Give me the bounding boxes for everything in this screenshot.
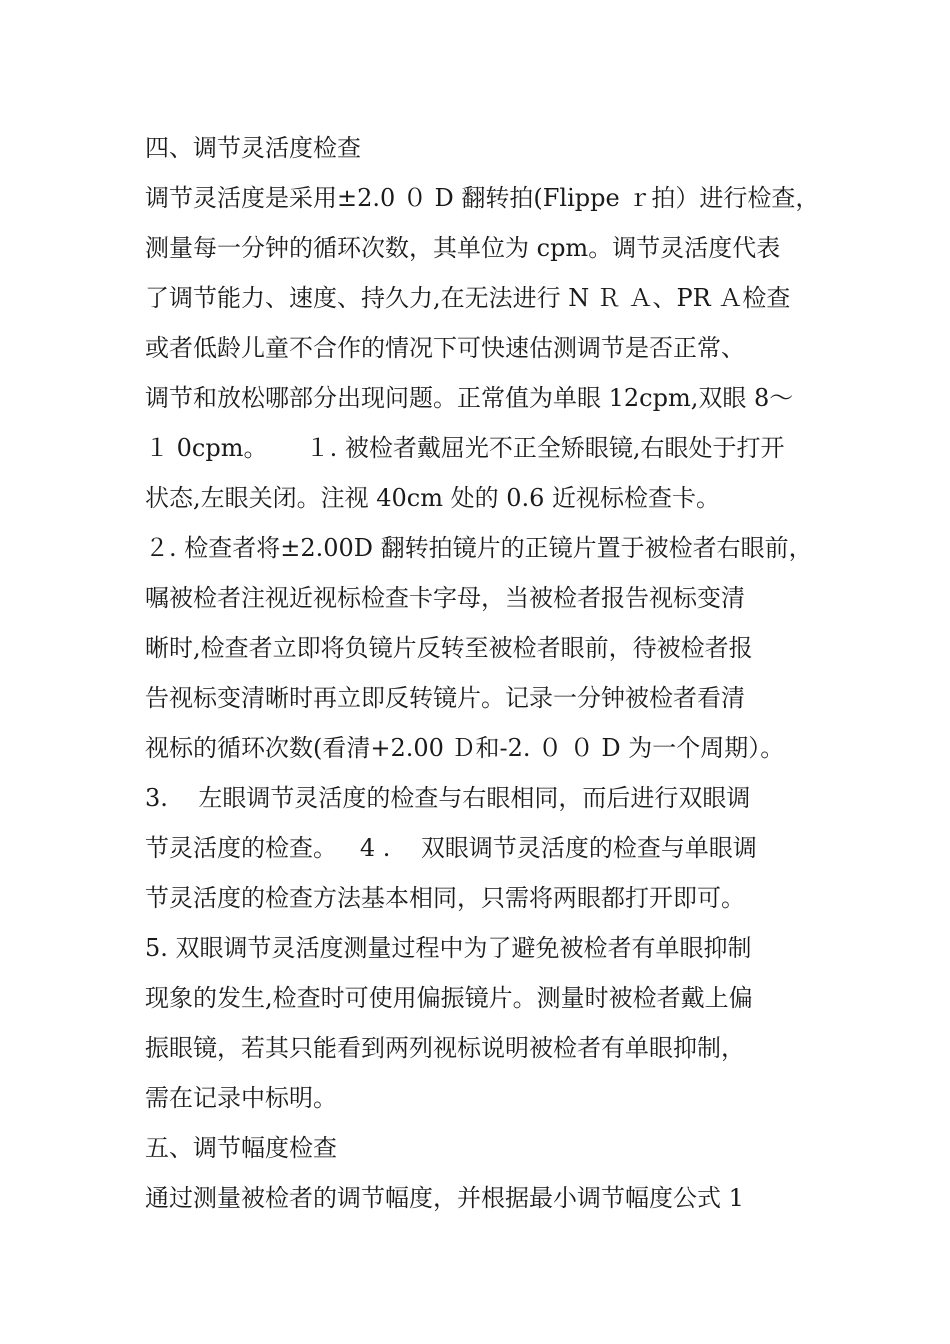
paragraph-line: 现象的发生,检查时可使用偏振镜片。测量时被检者戴上偏: [145, 984, 753, 1012]
paragraph-line: 测量每一分钟的循环次数，其单位为 cpm。调节灵活度代表: [145, 234, 781, 262]
paragraph-line: 5. 双眼调节灵活度测量过程中为了避免被检者有单眼抑制: [145, 934, 752, 962]
paragraph-line: 3. 左眼调节灵活度的检查与右眼相同，而后进行双眼调: [145, 784, 751, 812]
paragraph-line: １ 0cpm。 １. 被检者戴屈光不正全矫眼镜,右眼处于打开: [145, 434, 785, 462]
paragraph-line: 节灵活度的检查。 4 . 双眼调节灵活度的检查与单眼调: [145, 834, 757, 862]
paragraph-line: ２. 检查者将±2.00D 翻转拍镜片的正镜片置于被检者右眼前，: [145, 534, 813, 562]
paragraph-line: 了调节能力、速度、持久力,在无法进行 N Ｒ Ａ、PR Ａ检查: [145, 284, 791, 312]
paragraph-line: 调节灵活度是采用±2.0 ０ D 翻转拍(Flippe ｒ拍）进行检查，: [145, 184, 820, 212]
paragraph-line: 状态,左眼关闭。注视 40cm 处的 0.6 近视标检查卡。: [145, 484, 721, 512]
paragraph-line: 需在记录中标明。: [145, 1084, 337, 1112]
paragraph-line: 嘱被检者注视近视标检查卡字母，当被检者报告视标变清: [145, 584, 745, 612]
section-heading: 五、调节幅度检查: [145, 1134, 337, 1162]
paragraph-line: 调节和放松哪部分出现问题。正常值为单眼 12cpm,双眼 8～: [145, 384, 794, 412]
paragraph-line: 视标的循环次数(看清+2.00 Ｄ和-2. ０ ０ D 为一个周期）。: [145, 734, 785, 762]
paragraph-line: 节灵活度的检查方法基本相同，只需将两眼都打开即可。: [145, 884, 745, 912]
paragraph-line: 振眼镜，若其只能看到两列视标说明被检者有单眼抑制，: [145, 1034, 745, 1062]
paragraph-line: 晰时,检查者立即将负镜片反转至被检者眼前，待被检者报: [145, 634, 753, 662]
section-heading: 四、调节灵活度检查: [145, 134, 361, 162]
paragraph-line: 告视标变清晰时再立即反转镜片。记录一分钟被检者看清: [145, 684, 745, 712]
paragraph-line: 或者低龄儿童不合作的情况下可快速估测调节是否正常、: [145, 334, 745, 362]
paragraph-line: 通过测量被检者的调节幅度，并根据最小调节幅度公式 1: [145, 1184, 744, 1212]
